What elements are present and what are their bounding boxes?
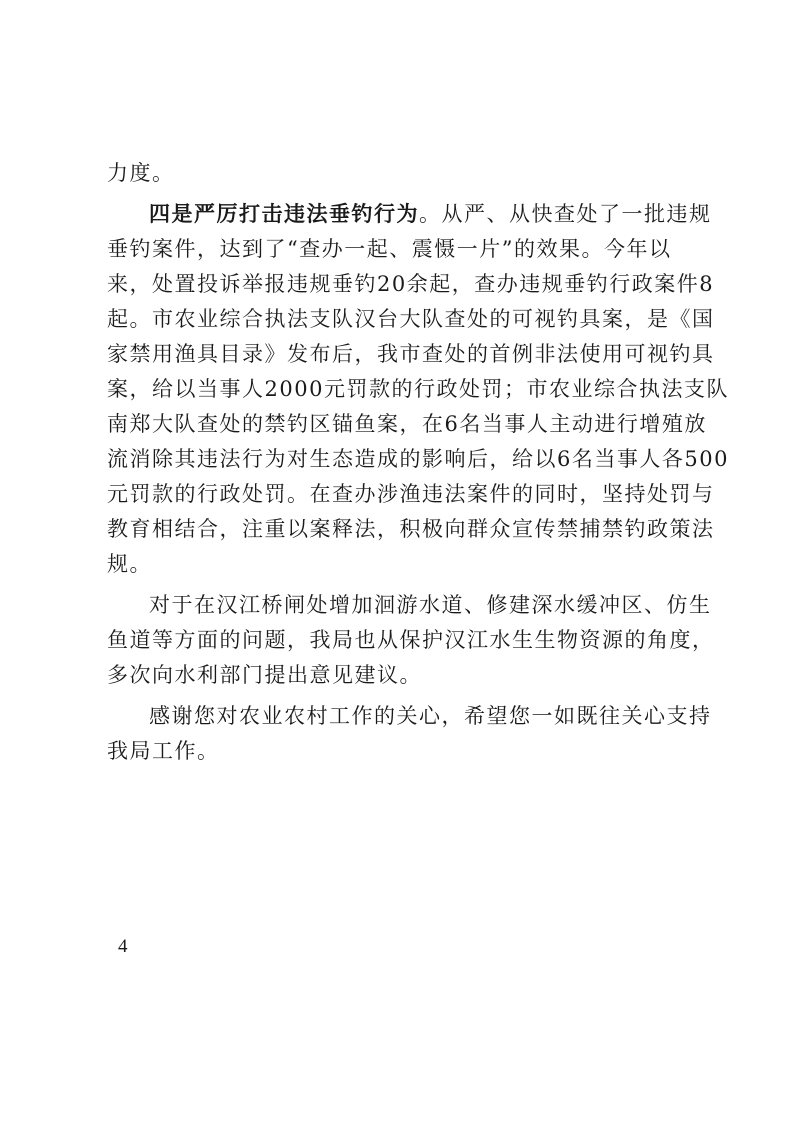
- text-line: 流消除其违法行为对生态造成的影响后，给以6名当事人各500: [107, 447, 729, 471]
- text-line: 家禁用渔具目录》发布后，我市查处的首例非法使用可视钓具: [107, 342, 715, 366]
- text-line: 南郑大队查处的禁钓区锚鱼案，在6名当事人主动进行增殖放: [107, 412, 707, 436]
- text-line: 我局工作。: [107, 739, 220, 763]
- body-text: [107, 156, 729, 769]
- text-line: 案，给以当事人2000元罚款的行政处罚；市农业综合执法支队: [107, 377, 729, 401]
- text-line: 来，处置投诉举报违规垂钓20余起，查办违规垂钓行政案件8: [107, 272, 715, 296]
- text-line: 垂钓案件，达到了“查办一起、震慑一片”的效果。今年以: [107, 237, 672, 261]
- text-line: 多次向水利部门提出意见建议。: [107, 663, 422, 687]
- text-line: 元罚款的行政处罚。在查办涉渔违法案件的同时，坚持处罚与: [107, 482, 715, 506]
- text-line: 鱼道等方面的问题，我局也从保护汉江水生生物资源的角度，: [107, 628, 715, 652]
- text-line: 规。: [107, 552, 152, 576]
- text-line: 感谢您对农业农村工作的关心，希望您一如既往关心支持: [149, 704, 712, 728]
- text-line: 力度。: [107, 161, 175, 185]
- text-line: 对于在汉江桥闸处增加洄游水道、修建深水缓冲区、仿生: [149, 593, 712, 617]
- text-line: 起。市农业综合执法支队汉台大队查处的可视钓具案，是《国: [107, 307, 715, 331]
- page-number: 4: [118, 936, 128, 957]
- text-line: 教育相结合，注重以案释法，积极向群众宣传禁捕禁钓政策法: [107, 517, 715, 541]
- bold-heading: 四是严厉打击违法垂钓行为: [149, 202, 419, 226]
- text-line: [107, 197, 712, 232]
- text-span: 。从严、从快查处了一批违规: [419, 202, 712, 226]
